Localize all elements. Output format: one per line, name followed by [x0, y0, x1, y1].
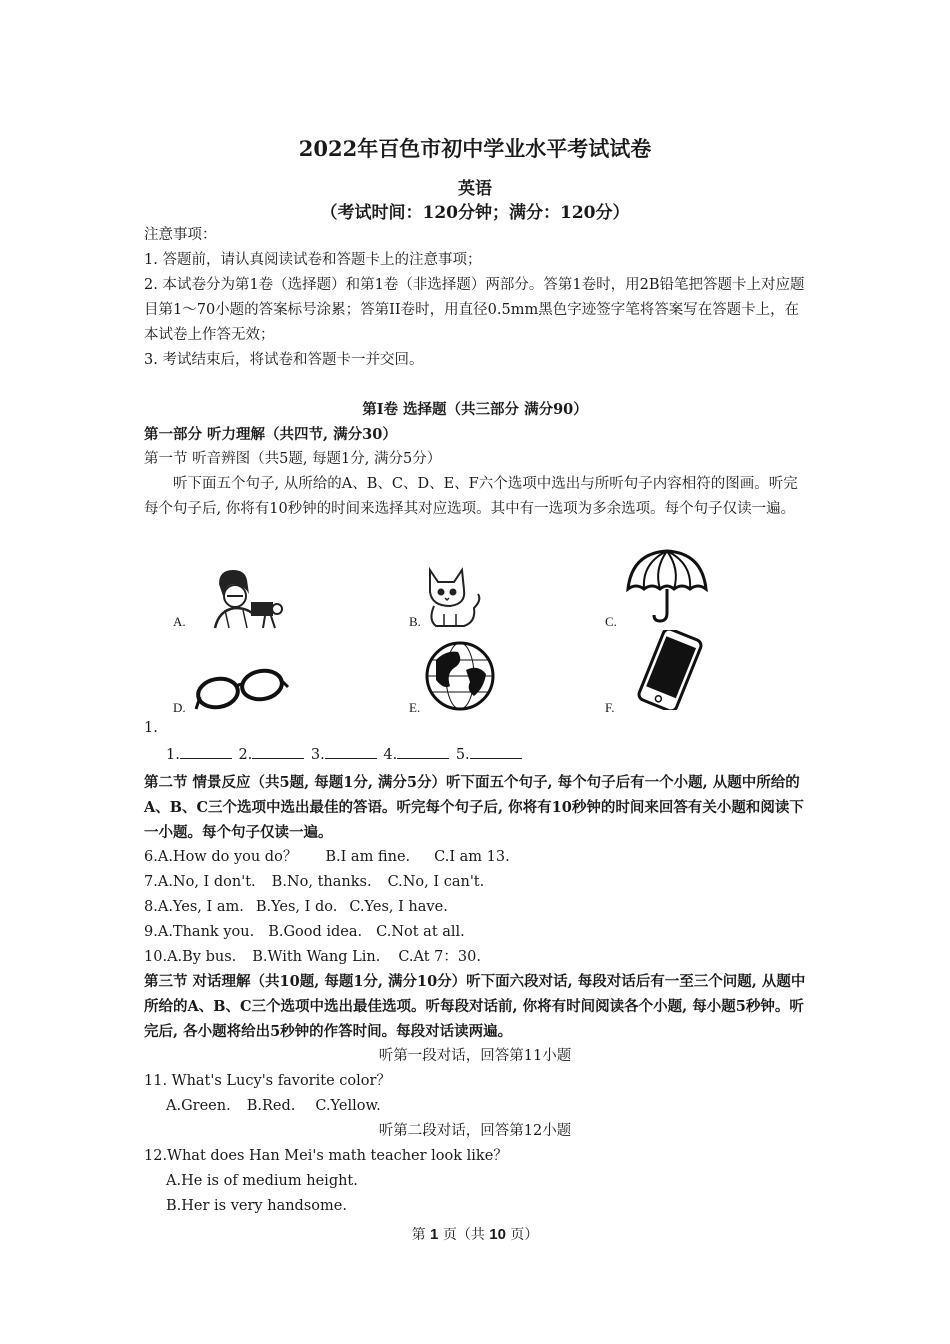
question-number: 10.	[144, 949, 168, 965]
option-c: C.No, I can't.	[387, 874, 485, 890]
footer-middle: 页（共	[442, 1227, 485, 1243]
notice-item-1: 1. 答题前，请认真阅读试卷和答题卡上的注意事项；	[144, 252, 482, 268]
blank-label-5: 5.	[455, 747, 470, 763]
footer-prefix: 第	[411, 1227, 426, 1243]
question-number: 8.	[144, 899, 158, 915]
question-12-option-a: A.He is of medium height.	[166, 1173, 358, 1189]
picture-row-number: 1.	[144, 720, 158, 736]
mobile-phone-icon	[634, 630, 706, 710]
question-6	[144, 845, 510, 870]
question-10	[144, 945, 481, 970]
picture-f	[634, 630, 706, 710]
picture-a	[205, 566, 295, 632]
blank-label-4: 4.	[383, 747, 398, 763]
blank-line-2[interactable]	[252, 744, 304, 759]
option-a: A.Yes, I am.	[157, 899, 244, 915]
option-b: B.Yes, I do.	[255, 899, 338, 915]
section1-instruction: 听下面五个句子, 从所给的A、B、C、D、E、F六个选项中选出与所听句子内容相符的图画。听完每个句子后, 你将有10秒钟的时间来选择其对应选项。其中有一选项为多余选项。每个句子仅读一遍。	[144, 476, 798, 517]
picture-label-a: A.	[173, 614, 186, 629]
umbrella-icon	[626, 549, 708, 623]
option-b: B.I am fine.	[325, 849, 411, 865]
person-with-camera-icon	[205, 566, 295, 632]
question-12-stem: 12.What does Han Mei's math teacher look like？	[144, 1148, 508, 1164]
total-pages: 10	[489, 1226, 506, 1243]
blank-line-5[interactable]	[470, 744, 522, 759]
picture-label-b: B.	[409, 614, 421, 629]
option-a: A.By bus.	[167, 949, 237, 965]
notice-item-2: 2. 本试卷分为第1卷（选择题）和第1卷（非选择题）两部分。答第1卷时，用2B铅笔把答题卡上对应题目第1～70小题的答案标号涂累；答第II卷时，用直径0.5mm黑色字迹签字笔将答案写在答题卡上，在本试卷上作答无效；	[144, 277, 805, 343]
option-c: C.Yellow.	[315, 1098, 381, 1114]
blank-label-1: 1.	[166, 747, 180, 763]
option-a: A.No, I don't.	[157, 874, 256, 890]
blank-label-3: 3.	[310, 747, 325, 763]
glasses-icon	[194, 667, 290, 711]
blank-label-2: 2.	[238, 747, 253, 763]
picture-label-e: E.	[409, 700, 421, 715]
globe-icon	[424, 640, 496, 712]
blank-line-3[interactable]	[325, 744, 377, 759]
option-b: B.No, thanks.	[271, 874, 372, 890]
question-11-stem: 11. What's Lucy's favorite color？	[144, 1073, 391, 1089]
option-a: A.How do you do？	[157, 849, 298, 865]
question-8	[144, 895, 448, 920]
option-b: B.Good idea.	[268, 924, 363, 940]
footer-suffix: 页）	[510, 1227, 539, 1243]
volume1-heading: 第I卷 选择题（共三部分 满分90）	[362, 401, 588, 418]
picture-label-c: C.	[605, 614, 617, 629]
picture-e	[424, 640, 496, 712]
question-number: 9.	[144, 924, 158, 940]
exam-title: 2022年百色市初中学业水平考试试卷	[298, 136, 652, 161]
option-c: C.At 7：30.	[398, 949, 481, 965]
question-9	[144, 920, 465, 945]
dialogue1-heading: 听第一段对话，回答第11小题	[378, 1048, 572, 1064]
option-c: C.I am 13.	[434, 849, 510, 865]
option-b: B.With Wang Lin.	[252, 949, 381, 965]
exam-time-info: （考试时间：120分钟；满分：120分）	[320, 203, 630, 223]
picture-label-d: D.	[173, 700, 186, 715]
question-number: 6.	[144, 849, 158, 865]
question-12-option-b: B.Her is very handsome.	[166, 1198, 347, 1214]
section1-heading: 第一节 听音辨图（共5题, 每题1分, 满分5分）	[144, 451, 442, 467]
option-c: C.Yes, I have.	[349, 899, 448, 915]
page-footer	[0, 1224, 950, 1244]
blank-line-4[interactable]	[397, 744, 449, 759]
option-a: A.Green.	[166, 1098, 231, 1114]
blank-line-1[interactable]	[180, 744, 232, 759]
page-number: 1	[430, 1226, 439, 1243]
picture-b	[420, 564, 484, 630]
picture-d	[194, 667, 290, 711]
question-7	[144, 870, 484, 895]
answer-blanks	[166, 743, 524, 768]
dialogue2-heading: 听第二段对话，回答第12小题	[378, 1123, 572, 1139]
option-a: A.Thank you.	[157, 924, 255, 940]
option-c: C.Not at all.	[376, 924, 465, 940]
notice-heading: 注意事项：	[144, 227, 217, 243]
subject-heading: 英语	[458, 179, 492, 199]
picture-label-f: F.	[605, 700, 615, 715]
picture-c	[626, 549, 708, 623]
question-number: 7.	[144, 874, 158, 890]
section2-instruction: 第二节 情景反应（共5题, 每题1分, 满分5分）听下面五个句子, 每个句子后有一个小题, 从题中所给的A、B、C三个选项中选出最佳的答语。听完每个句子后, 你将有10秒钟的时间来回答有关小题和阅读下一小题。每个句子仅读一遍。	[144, 774, 804, 841]
question-11-options	[166, 1094, 381, 1119]
notice-item-3: 3. 考试结束后，将试卷和答题卡一并交回。	[144, 352, 424, 368]
option-b: B.Red.	[246, 1098, 296, 1114]
part1-heading: 第一部分 听力理解（共四节, 满分30）	[144, 426, 397, 443]
section3-instruction: 第三节 对话理解（共10题, 每题1分, 满分10分）听下面六段对话, 每段对话后有一至三个问题, 从题中所给的A、B、C三个选项中选出最佳选项。听每段对话前, 你将有时间阅读各个小题, 每小题5秒钟。听完后, 各小题将给出5秒钟的作答时间。每段对话读两遍。	[144, 973, 806, 1040]
cat-icon	[420, 564, 484, 630]
